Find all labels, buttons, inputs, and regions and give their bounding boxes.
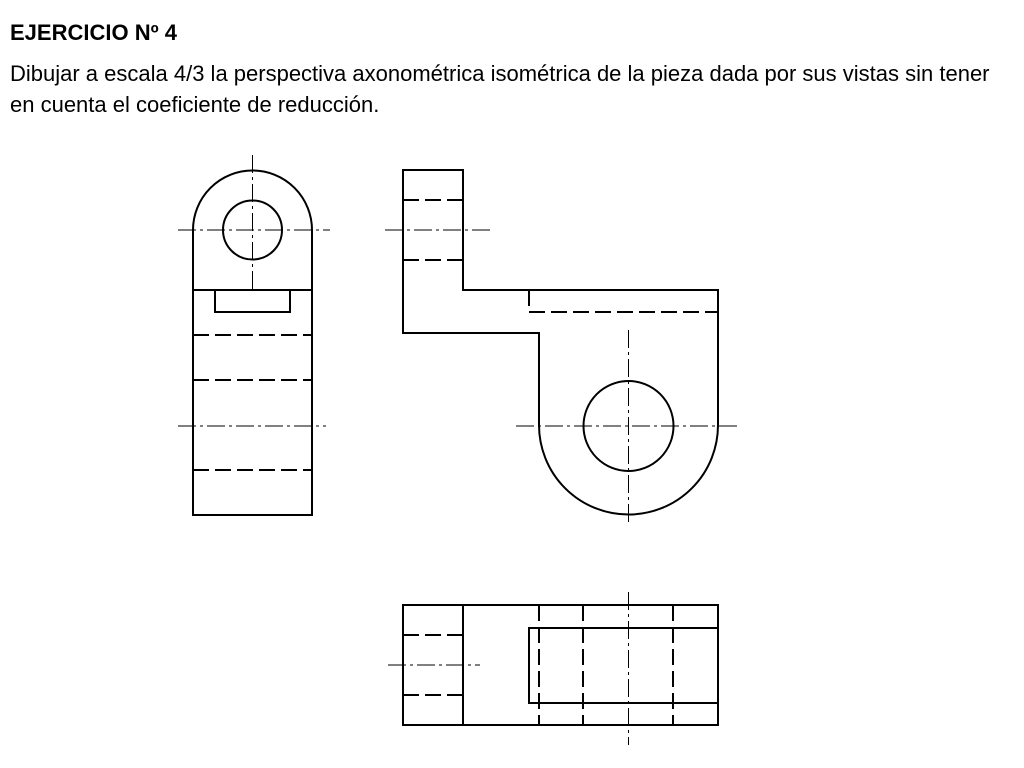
- front-view: [385, 170, 738, 525]
- top-view-slot: [529, 628, 718, 703]
- front-view-outline: [403, 170, 718, 515]
- left-side-view: [178, 155, 330, 515]
- side-view-slot: [215, 290, 290, 312]
- exercise-instruction: Dibujar a escala 4/3 la perspectiva axonométrica isométrica de la pieza dada por sus vistas sin tener en cuenta el coeficiente de reducción.: [10, 61, 990, 117]
- exercise-title: EJERCICIO Nº 4: [10, 20, 177, 45]
- top-view: [388, 592, 718, 745]
